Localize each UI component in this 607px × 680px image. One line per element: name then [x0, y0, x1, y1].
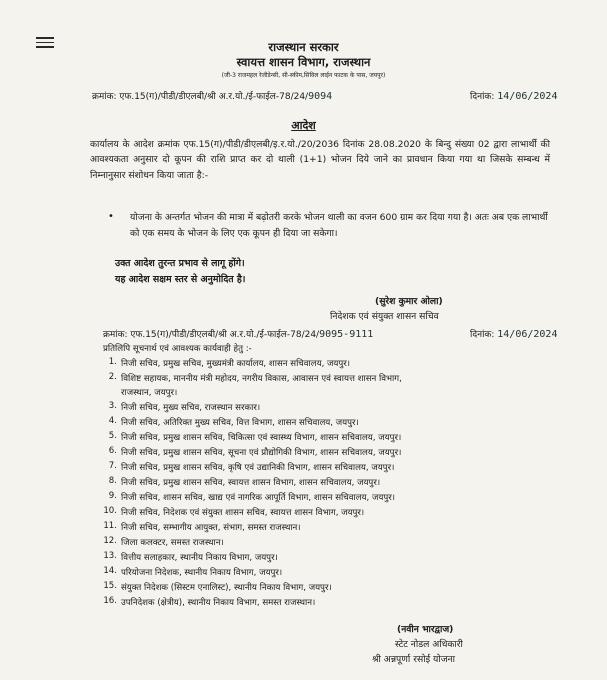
approval-line: यह आदेश सक्षम स्तर से अनुमोदित है। — [115, 274, 246, 285]
list-number: 15. — [103, 581, 117, 591]
list-item: निजी सचिव, अतिरिक्त मुख्य सचिव, वित्त विभाग, शासन सचिवालय, जयपुर। — [121, 418, 359, 428]
date-label: दिनांक: — [470, 92, 495, 102]
list-item: निजी सचिव, सम्भागीय आयुक्त, संभाग, समस्त राजस्थान। — [121, 523, 301, 533]
signatory1-designation: निदेशक एवं संयुक्त शासन सचिव — [330, 311, 439, 322]
list-number: 2. — [108, 372, 117, 382]
list-number: 3. — [108, 401, 117, 411]
signatory1-name: (सुरेश कुमार ओला) — [375, 296, 443, 307]
reference-label: क्रमांक: एफ.15(ग)/पीडी/डीएलबी/श्री अ.र.यो./ई-फाईल-78/24/ — [92, 92, 309, 102]
copy-reference-handwritten-number: 9095-9111 — [319, 329, 374, 340]
list-item: निजी सचिव, प्रमुख सचिव, मुख्यमंत्री कार्यालय, शासन सचिवालय, जयपुर। — [121, 359, 351, 369]
signatory2-scheme: श्री अन्नपूर्णा रसोई योजना — [372, 654, 456, 665]
list-number: 9. — [108, 491, 117, 501]
list-number: 12. — [103, 536, 117, 546]
reference-handwritten-number: 9094 — [308, 91, 333, 102]
header-address: (जी-3 राजमहल रेजीडेन्सी, सी-स्कीम,सिविल लाईन फाटक के पास, जयपुर) — [221, 72, 386, 79]
list-item: निजी सचिव, प्रमुख शासन सचिव, कृषि एवं उद्यानिकी विभाग, शासन सचिवालय, जयपुर। — [121, 463, 395, 473]
copy-reference-label: क्रमांक: एफ.15(ग)/पीडी/डीएलबी/श्री अ.र.यो./ई-फाईल-78/24/ — [103, 330, 320, 340]
list-number: 5. — [108, 431, 117, 441]
list-item: निजी सचिव, मुख्य सचिव, राजस्थान सरकार। — [121, 403, 261, 413]
signatory2-name: (नवीन भारद्वाज) — [397, 624, 454, 635]
copy-date-label: दिनांक: — [470, 330, 495, 340]
list-item: निजी सचिव, प्रमुख शासन सचिव, स्वायत्त शासन विभाग, शासन सचिवालय, जयपुर। — [121, 478, 381, 488]
list-item: निजी सचिव, निदेशक एवं संयुक्त शासन सचिव, स्वायत्त शासन विभाग, जयपुर। — [121, 508, 365, 518]
list-item: वित्तीय सलाहकार, स्थानीय निकाय विभाग, जयपुर। — [121, 553, 278, 563]
list-item: परियोजना निदेशक, स्थानीय निकाय विभाग, जयपुर। — [121, 568, 283, 578]
handwritten-date: 14/06/2024 — [497, 91, 558, 102]
header-government: राजस्थान सरकार — [268, 40, 339, 54]
list-number: 13. — [103, 551, 117, 561]
list-item: राजस्थान, जयपुर। — [121, 388, 178, 398]
list-number: 1. — [108, 357, 117, 367]
list-number: 6. — [108, 446, 117, 456]
header-department: स्वायत्त शासन विभाग, राजस्थान — [236, 55, 371, 69]
list-number: 16. — [103, 596, 117, 606]
list-number: 10. — [103, 506, 117, 516]
reference-date — [470, 89, 557, 102]
order-paragraph: कार्यालय के आदेश क्रमांक एफ.15(ग)/पीडी/डीएलबी/इ.र.यो./20/2036 दिनांक 28.08.2020 के बिन्दु संख्या 02 द्वारा लाभार्थी की आवश्यकता अनुसार दो कूपन की राशि प्राप्त कर दो थाली (1+1) भोजन दिये जाने का प्रावधान किया गया था जिसके सम्बन्ध में निम्नानुसार संशोधन किया जाता है:- — [90, 139, 550, 181]
copy-heading: प्रतिलिपि सूचनार्थ एवं आवश्यक कार्यवाही हेतु :- — [103, 344, 252, 354]
amendment-bullet: योजना के अन्तर्गत भोजन की मात्रा में बढ़ोतरी करके भोजन थाली का वजन 600 ग्राम कर दिया गया है। अतः अब एक लाभार्थी को एक समय के भोजन के लिए एक कूपन ही दिया जा सकेगा। — [130, 212, 548, 239]
order-title: आदेश — [291, 119, 316, 132]
list-item: जिला कलक्टर, समस्त राजस्थान। — [121, 538, 224, 548]
list-number: 4. — [108, 416, 117, 426]
copy-reference-line — [103, 327, 373, 340]
list-item: निजी सचिव, शासन सचिव, खाद्य एवं नागरिक आपूर्ति विभाग, शासन सचिवालय, जयपुर। — [121, 493, 396, 503]
reference-line — [92, 89, 332, 102]
list-item: निजी सचिव, प्रमुख शासन सचिव, चिकित्सा एवं स्वास्थ्य विभाग, शासन सचिवालय, जयपुर। — [121, 433, 402, 443]
list-number: 7. — [108, 461, 117, 471]
bullet-icon: • — [108, 211, 114, 222]
list-item: विशिष्ट सहायक, माननीय मंत्री महोदय, नगरीय विकास, आवासन एवं स्वायत्त शासन विभाग, — [121, 374, 402, 384]
list-item: संयुक्त निदेशक (सिस्टम एनालिस्ट), स्थानीय निकाय विभाग, जयपुर। — [121, 583, 332, 593]
signatory2-designation: स्टेट नोडल अधिकारी — [395, 639, 463, 650]
list-number: 14. — [103, 566, 117, 576]
list-number: 11. — [103, 521, 117, 531]
list-item: उपनिदेशक (क्षेत्रीय), स्थानीय निकाय विभाग, समस्त राजस्थान। — [121, 598, 316, 608]
copy-handwritten-date: 14/06/2024 — [497, 329, 558, 340]
list-number: 8. — [108, 476, 117, 486]
effect-line: उक्त आदेश तुरन्त प्रभाव से लागू होंगे। — [115, 258, 245, 269]
copy-reference-date — [470, 327, 557, 340]
list-item: निजी सचिव, प्रमुख शासन सचिव, सूचना एवं प्रौद्योगिकी विभाग, शासन सचिवालय, जयपुर। — [121, 448, 402, 458]
